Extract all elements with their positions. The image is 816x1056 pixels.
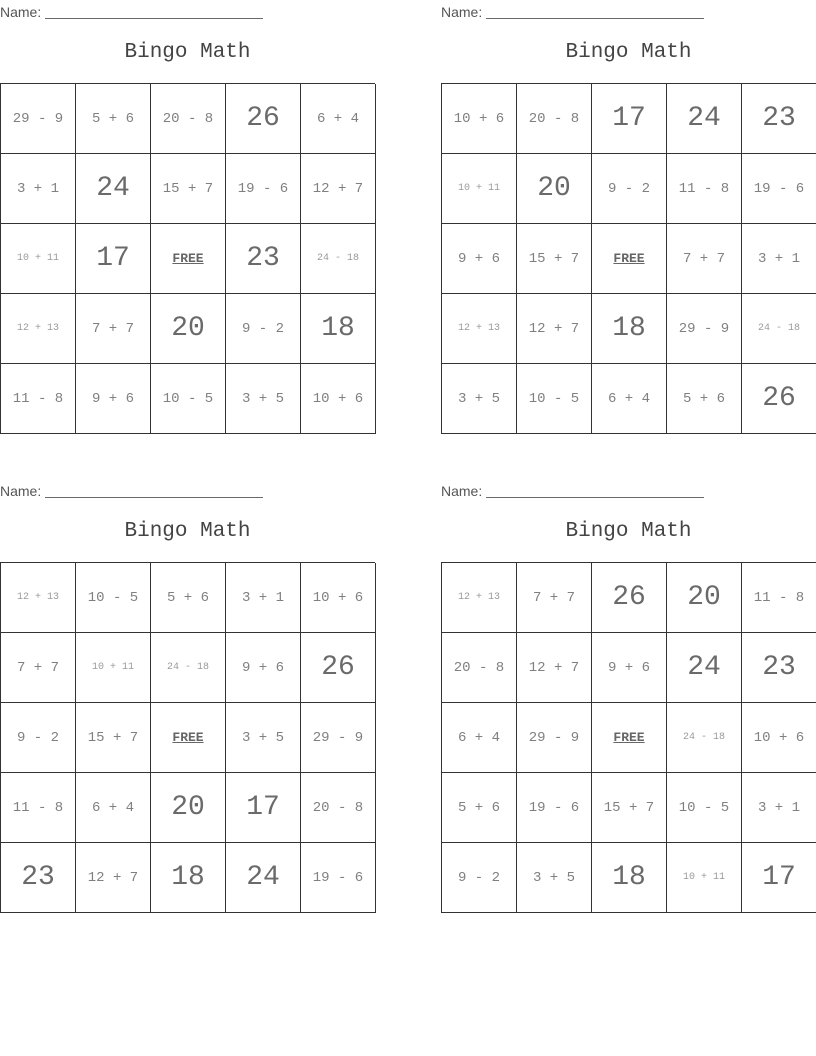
bingo-grid: [441, 83, 816, 434]
bingo-cell: 5 + 6: [667, 364, 742, 434]
bingo-cell: 18: [151, 843, 226, 913]
card-title: Bingo Math: [124, 520, 251, 543]
bingo-cell: 7 + 7: [1, 633, 76, 703]
bingo-cell: 10 + 6: [301, 563, 376, 633]
bingo-cell: 24: [667, 633, 742, 703]
bingo-cell: 26: [301, 633, 376, 703]
bingo-cell: 24 - 18: [301, 224, 376, 294]
free-space: FREE: [592, 224, 667, 294]
bingo-cell: 15 + 7: [517, 224, 592, 294]
bingo-cell: 12 + 7: [301, 154, 376, 224]
bingo-cell: 17: [592, 84, 667, 154]
bingo-cell: 20 - 8: [151, 84, 226, 154]
name-label: Name:: [0, 483, 42, 499]
bingo-cell: 3 + 1: [1, 154, 76, 224]
bingo-cell: 26: [592, 563, 667, 633]
bingo-cell: 3 + 5: [226, 703, 301, 773]
name-field: [0, 2, 263, 20]
bingo-cell: 19 - 6: [517, 773, 592, 843]
free-space: FREE: [592, 703, 667, 773]
bingo-cell: 9 + 6: [442, 224, 517, 294]
bingo-cell: 10 + 6: [442, 84, 517, 154]
name-label: Name:: [441, 4, 483, 20]
bingo-cell: 19 - 6: [742, 154, 816, 224]
bingo-cell: 10 - 5: [517, 364, 592, 434]
bingo-grid: [0, 562, 375, 913]
bingo-cell: 19 - 6: [226, 154, 301, 224]
bingo-cell: 15 + 7: [151, 154, 226, 224]
bingo-cell: 10 + 11: [76, 633, 151, 703]
bingo-cell: 6 + 4: [301, 84, 376, 154]
bingo-cell: 3 + 1: [742, 224, 816, 294]
bingo-cell: 24: [226, 843, 301, 913]
bingo-cell: 23: [742, 633, 816, 703]
bingo-cell: 23: [1, 843, 76, 913]
bingo-cell: 11 - 8: [1, 773, 76, 843]
bingo-cell: 24 - 18: [742, 294, 816, 364]
bingo-cell: 11 - 8: [742, 563, 816, 633]
bingo-cell: 18: [301, 294, 376, 364]
bingo-cell: 17: [76, 224, 151, 294]
bingo-cell: 12 + 13: [442, 294, 517, 364]
bingo-cell: 23: [742, 84, 816, 154]
bingo-cell: 29 - 9: [1, 84, 76, 154]
bingo-cell: 24 - 18: [151, 633, 226, 703]
bingo-grid: [441, 562, 816, 913]
bingo-cell: 10 - 5: [76, 563, 151, 633]
bingo-cell: 10 + 6: [742, 703, 816, 773]
bingo-cell: 20: [151, 773, 226, 843]
bingo-cell: 26: [742, 364, 816, 434]
bingo-cell: 20: [667, 563, 742, 633]
bingo-cell: 15 + 7: [592, 773, 667, 843]
bingo-cell: 24 - 18: [667, 703, 742, 773]
bingo-cell: 20 - 8: [517, 84, 592, 154]
bingo-cell: 15 + 7: [76, 703, 151, 773]
card-title: Bingo Math: [124, 41, 251, 64]
bingo-cell: 12 + 7: [517, 294, 592, 364]
bingo-cell: 18: [592, 843, 667, 913]
bingo-cell: 7 + 7: [667, 224, 742, 294]
bingo-cell: 10 + 11: [667, 843, 742, 913]
bingo-grid: [0, 83, 375, 434]
bingo-cell: 10 + 11: [1, 224, 76, 294]
bingo-cell: 24: [76, 154, 151, 224]
bingo-cell: 9 + 6: [592, 633, 667, 703]
bingo-cell: 10 + 6: [301, 364, 376, 434]
name-blank-line: [486, 18, 704, 19]
bingo-cell: 3 + 5: [442, 364, 517, 434]
bingo-cell: 6 + 4: [442, 703, 517, 773]
bingo-cell: 29 - 9: [517, 703, 592, 773]
bingo-cell: 3 + 1: [742, 773, 816, 843]
name-blank-line: [45, 18, 263, 19]
bingo-cell: 6 + 4: [76, 773, 151, 843]
bingo-cell: 20 - 8: [301, 773, 376, 843]
bingo-cell: 9 + 6: [226, 633, 301, 703]
bingo-cell: 9 - 2: [1, 703, 76, 773]
name-blank-line: [486, 497, 704, 498]
free-space: FREE: [151, 224, 226, 294]
bingo-cell: 12 + 13: [442, 563, 517, 633]
card-title: Bingo Math: [565, 41, 692, 64]
bingo-cell: 24: [667, 84, 742, 154]
free-space: FREE: [151, 703, 226, 773]
name-label: Name:: [441, 483, 483, 499]
bingo-cell: 5 + 6: [442, 773, 517, 843]
bingo-cell: 20: [151, 294, 226, 364]
bingo-cell: 3 + 1: [226, 563, 301, 633]
bingo-cell: 5 + 6: [76, 84, 151, 154]
bingo-cell: 9 + 6: [76, 364, 151, 434]
bingo-cell: 9 - 2: [592, 154, 667, 224]
bingo-cell: 19 - 6: [301, 843, 376, 913]
bingo-cell: 5 + 6: [151, 563, 226, 633]
bingo-cell: 10 - 5: [667, 773, 742, 843]
bingo-cell: 7 + 7: [517, 563, 592, 633]
bingo-cell: 18: [592, 294, 667, 364]
bingo-cell: 3 + 5: [517, 843, 592, 913]
bingo-cell: 6 + 4: [592, 364, 667, 434]
bingo-cell: 12 + 7: [517, 633, 592, 703]
bingo-cell: 26: [226, 84, 301, 154]
name-field: [441, 2, 704, 20]
bingo-cell: 10 - 5: [151, 364, 226, 434]
bingo-cell: 12 + 13: [1, 563, 76, 633]
bingo-cell: 3 + 5: [226, 364, 301, 434]
bingo-cell: 9 - 2: [442, 843, 517, 913]
bingo-cell: 20 - 8: [442, 633, 517, 703]
bingo-cell: 11 - 8: [1, 364, 76, 434]
name-field: [441, 481, 704, 499]
bingo-cell: 9 - 2: [226, 294, 301, 364]
bingo-cell: 29 - 9: [667, 294, 742, 364]
bingo-cell: 11 - 8: [667, 154, 742, 224]
name-blank-line: [45, 497, 263, 498]
bingo-cell: 12 + 7: [76, 843, 151, 913]
bingo-cell: 29 - 9: [301, 703, 376, 773]
name-label: Name:: [0, 4, 42, 20]
bingo-cell: 17: [742, 843, 816, 913]
bingo-cell: 10 + 11: [442, 154, 517, 224]
bingo-cell: 23: [226, 224, 301, 294]
card-title: Bingo Math: [565, 520, 692, 543]
bingo-cell: 17: [226, 773, 301, 843]
bingo-cell: 7 + 7: [76, 294, 151, 364]
name-field: [0, 481, 263, 499]
bingo-cell: 20: [517, 154, 592, 224]
bingo-cell: 12 + 13: [1, 294, 76, 364]
